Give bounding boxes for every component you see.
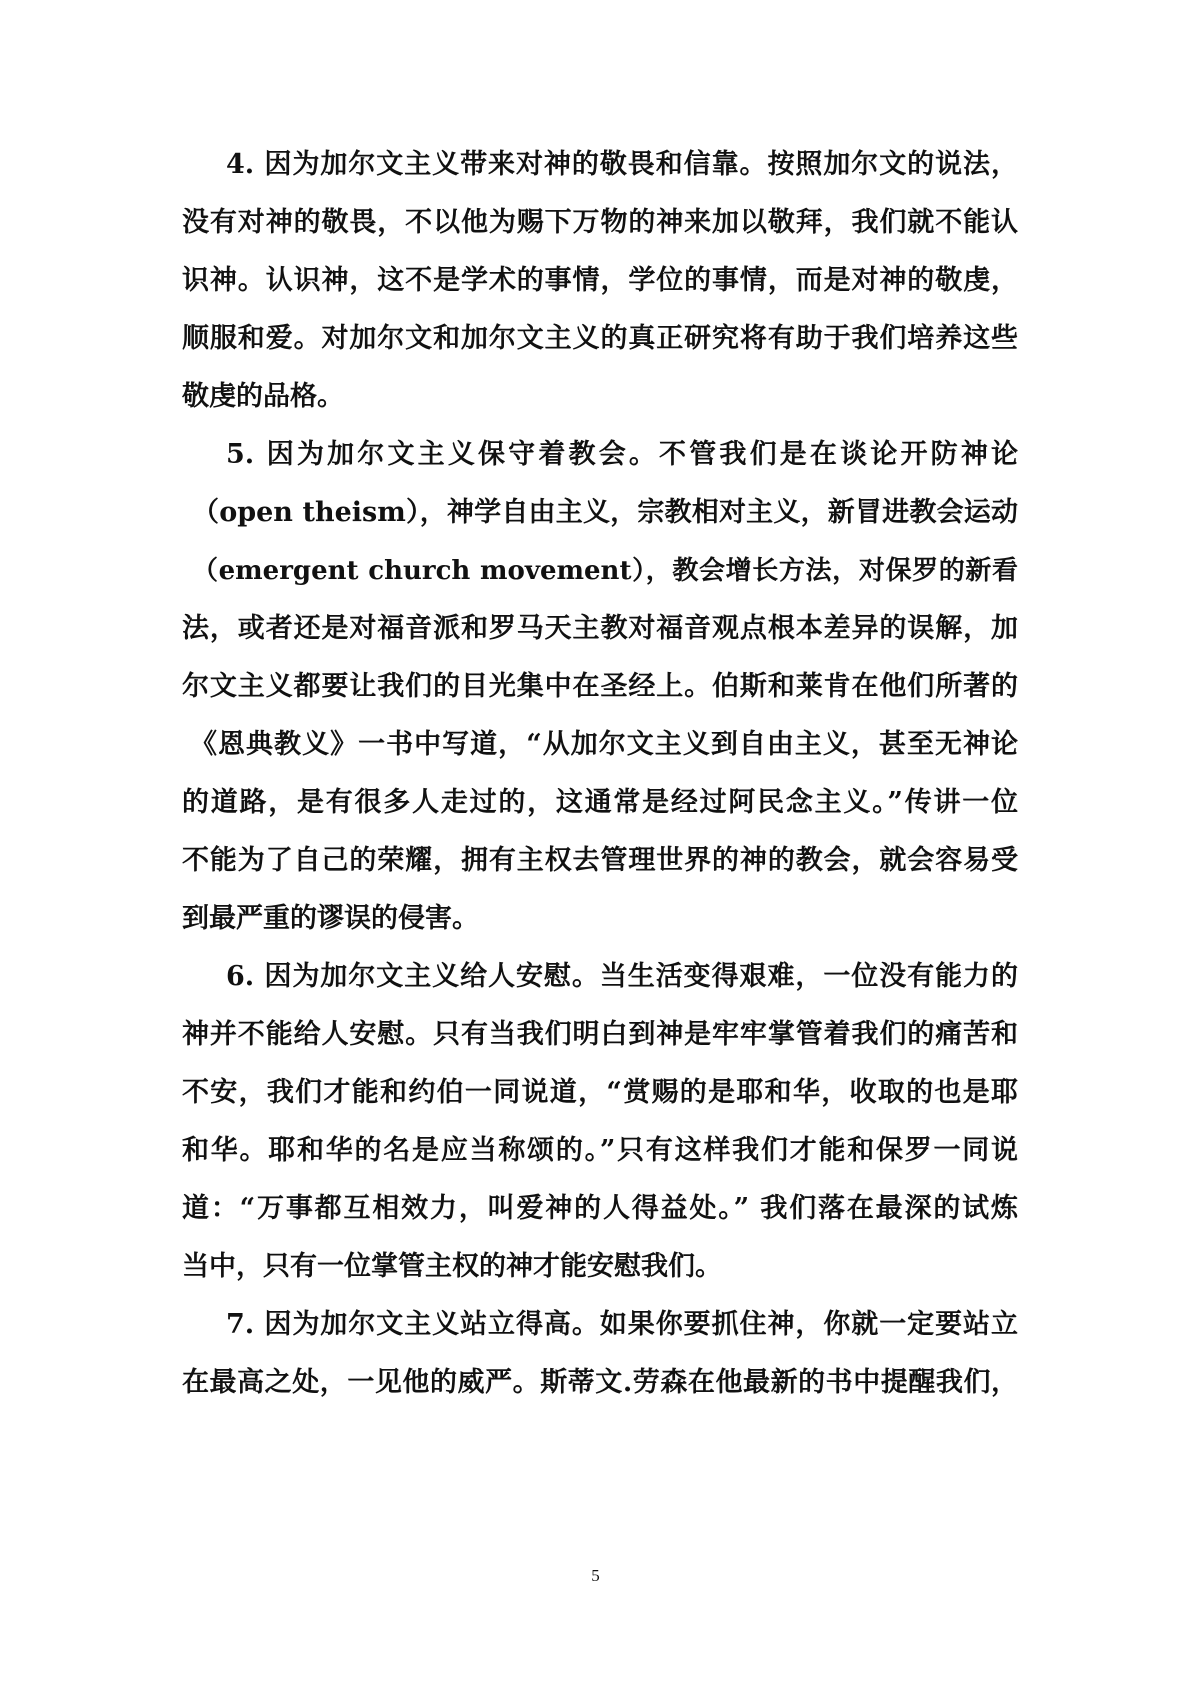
text-line-12: 的道路，是有很多人走过的，这通常是经过阿民念主义。”传讲一位 (182, 787, 1018, 818)
text-line-19: 道：“万事都互相效力，叫爱神的人得益处。” 我们落在最深的试炼 (182, 1193, 1018, 1224)
text-line-20: 当中，只有一位掌管主权的神才能安慰我们。 (182, 1251, 722, 1282)
text-line-14: 到最严重的谬误的侵害。 (182, 903, 479, 934)
text-line-15: 6. 因为加尔文主义给人安慰。当生活变得艰难，一位没有能力的 (226, 961, 1018, 992)
page-number: 5 (591, 1566, 600, 1585)
text-line-13: 不能为了自己的荣耀，拥有主权去管理世界的神的教会，就会容易受 (182, 845, 1018, 876)
text-line-2: 没有对神的敬畏，不以他为赐下万物的神来加以敬拜，我们就不能认 (182, 207, 1018, 238)
text-line-9: 法，或者还是对福音派和罗马天主教对福音观点根本差异的误解，加 (182, 613, 1018, 644)
text-line-11: 《恩典教义》一书中写道，“从加尔文主义到自由主义，甚至无神论 (190, 729, 1018, 760)
text-line-22: 在最高之处，一见他的威严。斯蒂文.劳森在他最新的书中提醒我们， (182, 1367, 1018, 1398)
text-line-18: 和华。耶和华的名是应当称颂的。”只有这样我们才能和保罗一同说 (182, 1135, 1018, 1166)
text-line-8: （emergent church movement），教会增长方法，对保罗的新看 (192, 556, 1018, 586)
text-line-6: 5. 因为加尔文主义保守着教会。不管我们是在谈论开防神论 (226, 439, 1018, 470)
text-line-21: 7. 因为加尔文主义站立得高。如果你要抓住神，你就一定要站立 (226, 1309, 1018, 1340)
text-line-10: 尔文主义都要让我们的目光集中在圣经上。伯斯和莱肯在他们所著的 (182, 671, 1018, 702)
text-line-4: 顺服和爱。对加尔文和加尔文主义的真正研究将有助于我们培养这些 (182, 323, 1018, 354)
text-line-3: 识神。认识神，这不是学术的事情，学位的事情，而是对神的敬虔， (182, 265, 1018, 296)
text-line-17: 不安，我们才能和约伯一同说道，“赏赐的是耶和华，收取的也是耶 (182, 1077, 1018, 1108)
text-line-7: （open theism），神学自由主义，宗教相对主义，新冒进教会运动 (192, 497, 1018, 528)
text-line-1: 4. 因为加尔文主义带来对神的敬畏和信靠。按照加尔文的说法， (226, 149, 1018, 180)
text-line-16: 神并不能给人安慰。只有当我们明白到神是牢牢掌管着我们的痛苦和 (182, 1019, 1018, 1050)
text-line-5: 敬虔的品格。 (182, 381, 344, 412)
